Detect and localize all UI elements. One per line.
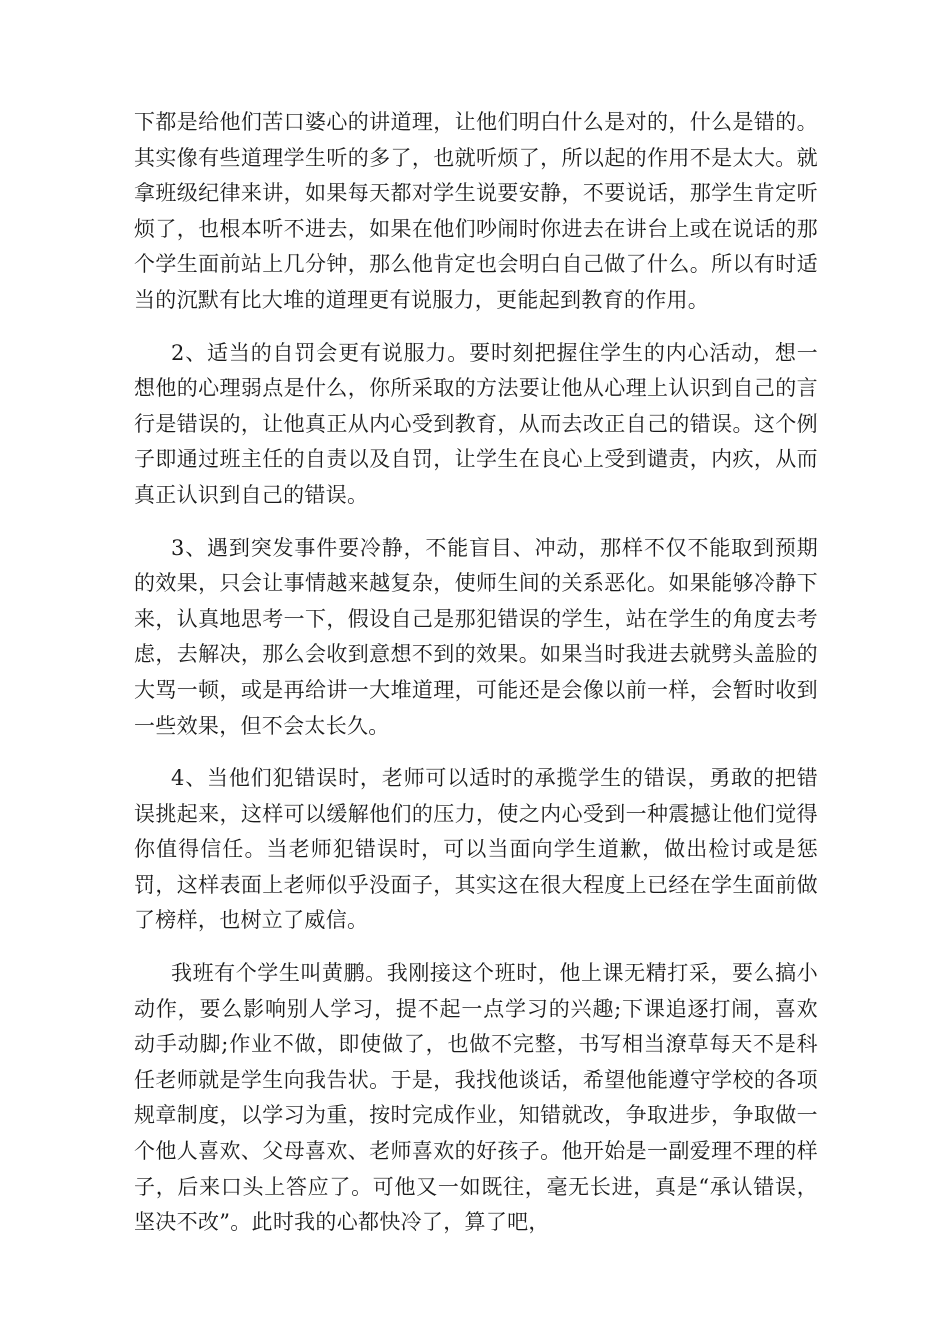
paragraph-point-4: 4、当他们犯错误时，老师可以适时的承揽学生的错误，勇敢的把错误挑起来，这样可以缓解他们的压力，使之内心受到一种震撼让他们觉得你值得信任。当老师犯错误时，可以当面向学生道歉，做出检讨或是惩罚，这样表面上老师似乎没面子，其实这在很大程度上已经在学生面前做了榜样，也树立了威信。 (134, 766, 818, 933)
document-body (134, 105, 818, 1241)
paragraph-point-3: 3、遇到突发事件要冷静，不能盲目、冲动，那样不仅不能取到预期的效果，只会让事情越来越复杂，使师生间的关系恶化。如果能够冷静下来，认真地思考一下，假设自己是那犯错误的学生，站在学生的角度去考虑，去解决，那么会收到意想不到的效果。如果当时我进去就劈头盖脸的大骂一顿，或是再给讲一大堆道理，可能还是会像以前一样，会暂时收到一些效果，但不会太长久。 (134, 535, 818, 738)
paragraph-continued: 下都是给他们苦口婆心的讲道理，让他们明白什么是对的，什么是错的。其实像有些道理学生听的多了，也就听烦了，所以起的作用不是太大。就拿班级纪律来讲，如果每天都对学生说要安静，不要说话，那学生肯定听烦了，也根本听不进去，如果在他们吵闹时你进去在讲台上或在说话的那个学生面前站上几分钟，那么他肯定也会明白自己做了什么。所以有时适当的沉默有比大堆的道理更有说服力，更能起到教育的作用。 (134, 110, 818, 312)
paragraph-point-2: 2、适当的自罚会更有说服力。要时刻把握住学生的内心活动，想一想他的心理弱点是什么，你所采取的方法要让他从心理上认识到自己的言行是错误的，让他真正从内心受到教育，从而去改正自己的错误。这个例子即通过班主任的自责以及自罚，让学生在良心上受到谴责，内疚，从而真正认识到自己的错误。 (134, 340, 818, 507)
paragraph-case-story: 我班有个学生叫黄鹏。我刚接这个班时，他上课无精打采，要么搞小动作，要么影响别人学习，提不起一点学习的兴趣;下课追逐打闹，喜欢动手动脚;作业不做，即使做了，也做不完整，书写相当潦草每天不是科任老师就是学生向我告状。于是，我找他谈话，希望他能遵守学校的各项规章制度，以学习为重，按时完成作业，知错就改，争取进步，争取做一个他人喜欢、父母喜欢、老师喜欢的好孩子。他开始是一副爱理不理的样子，后来口头上答应了。可他又一如既往，毫无长进，真是“承认错误，坚决不改”。此时我的心都快冷了，算了吧， (134, 961, 818, 1235)
